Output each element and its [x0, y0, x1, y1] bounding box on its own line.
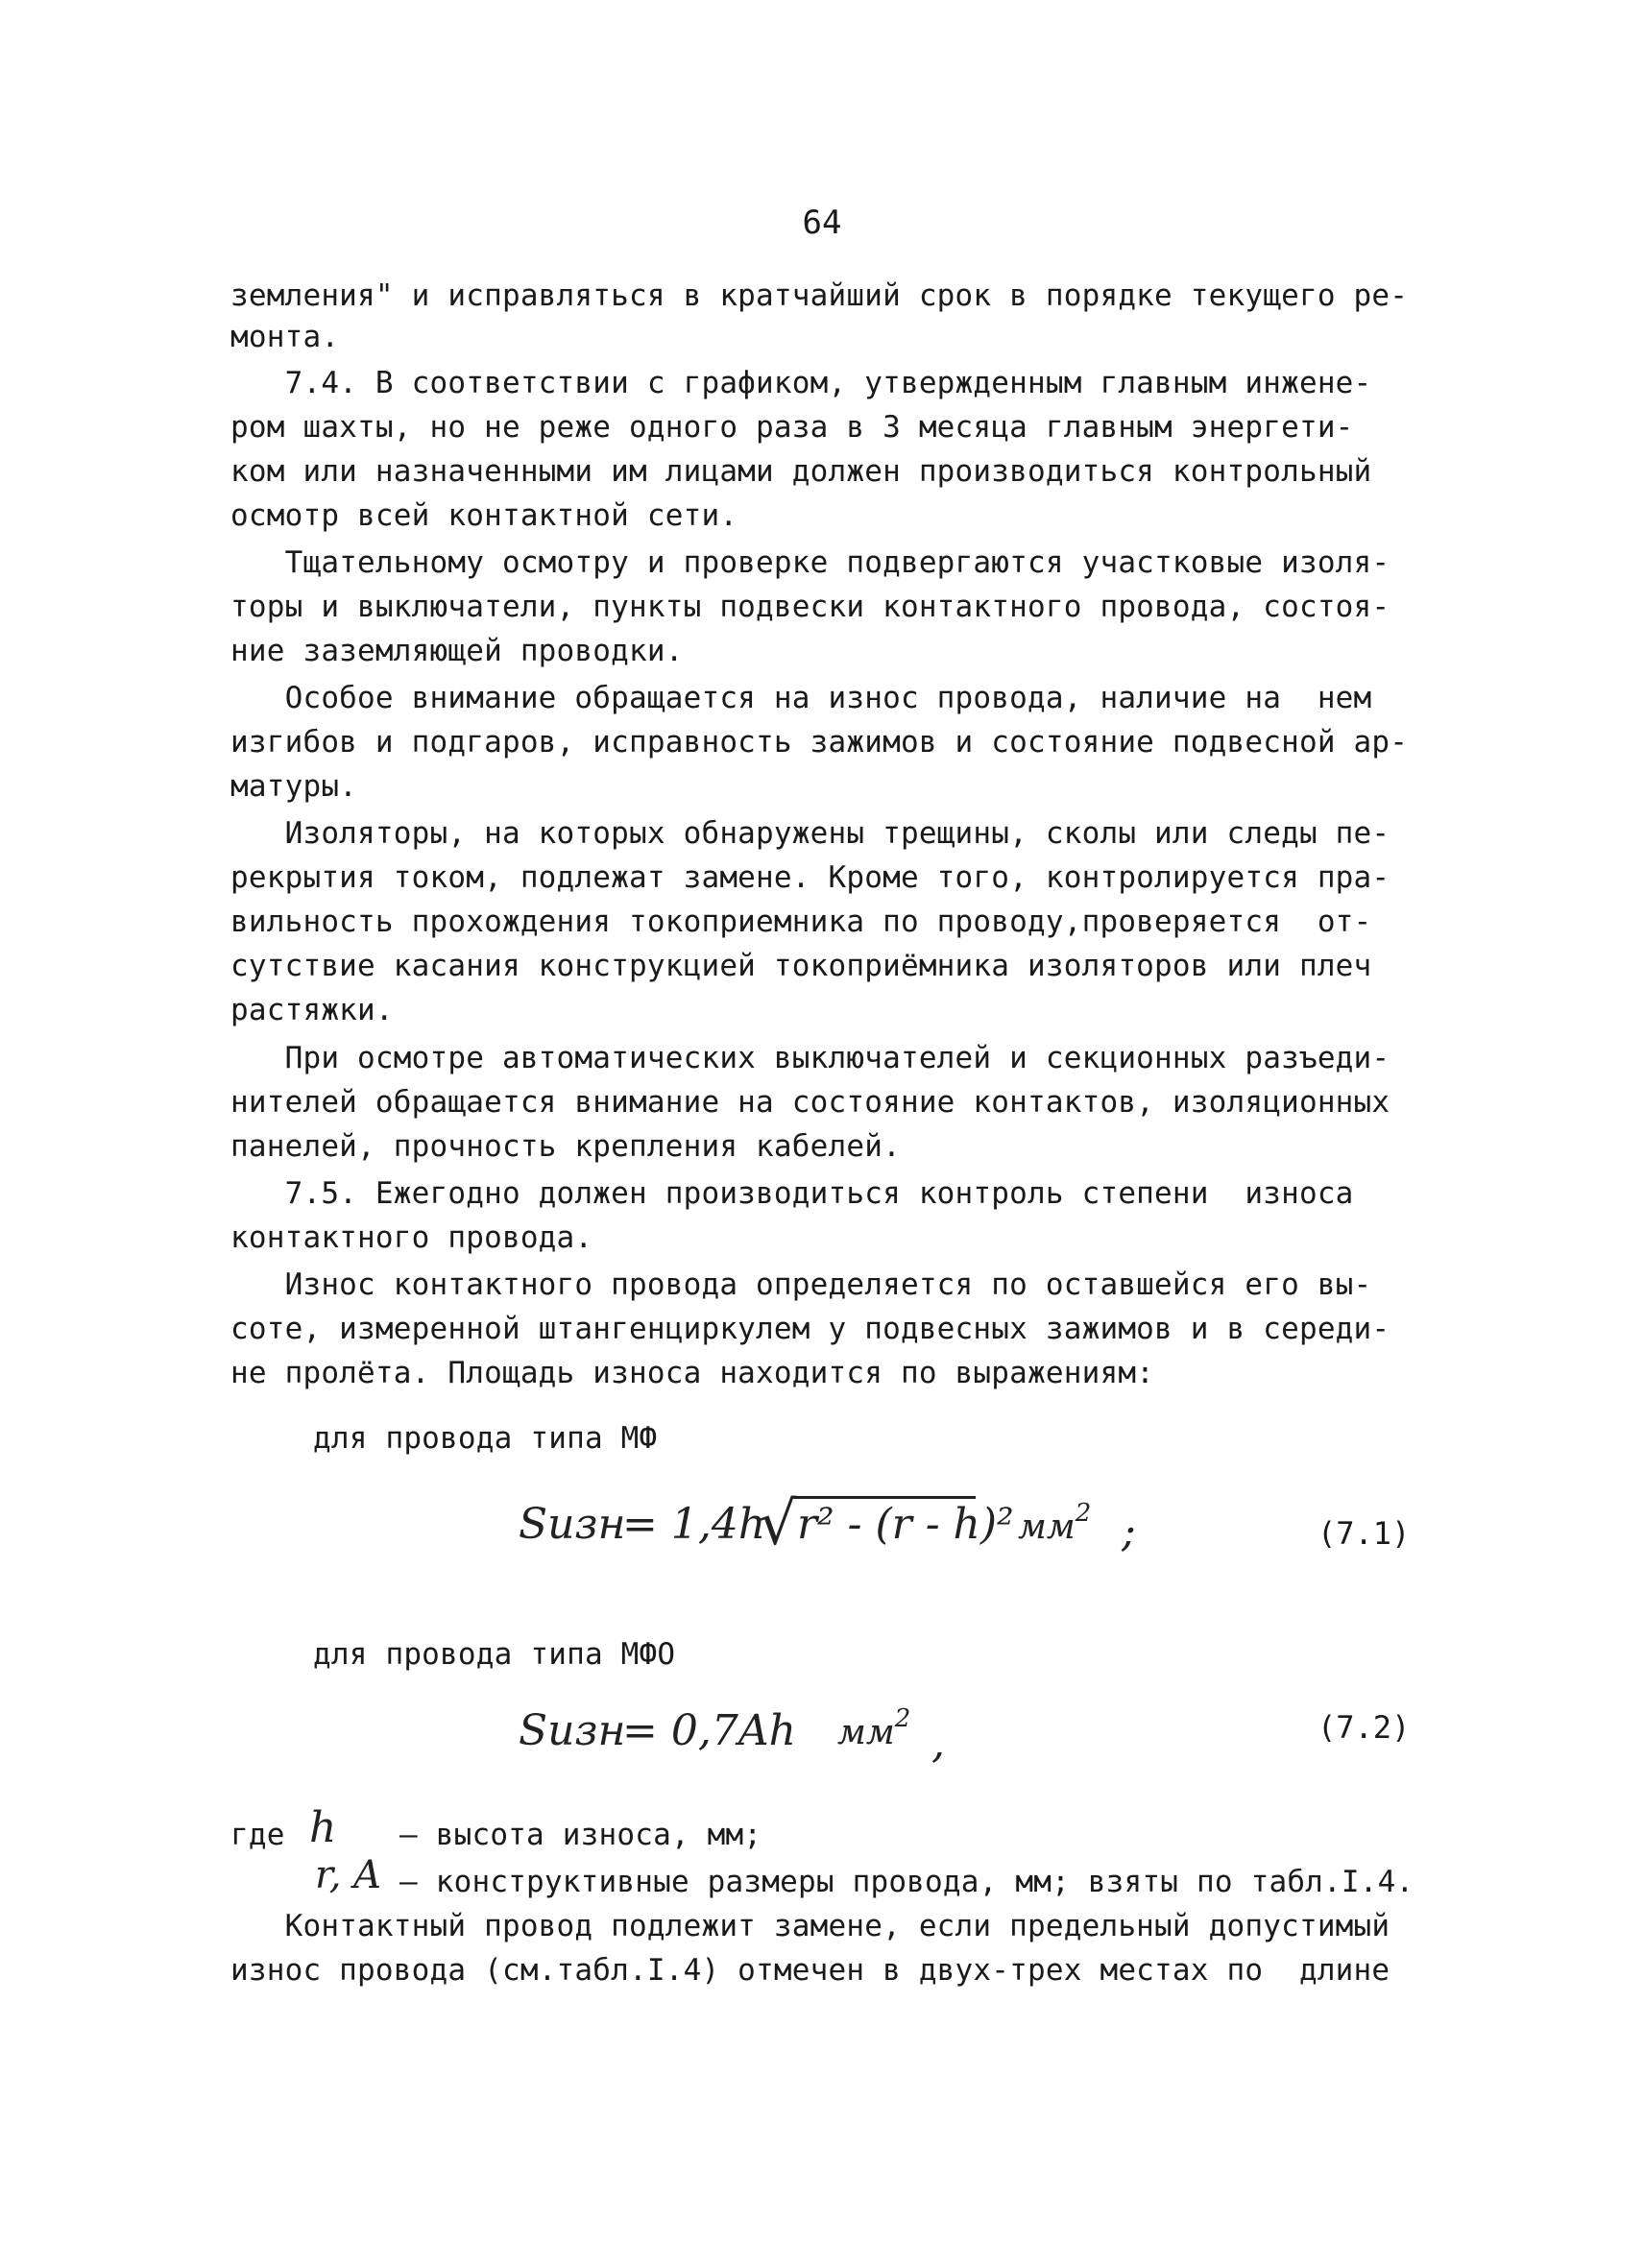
formula-lhs: Sизн [519, 1500, 626, 1549]
sqrt-vinculum [793, 1496, 976, 1499]
formula-caption-mfo: для провода типа МФО [313, 1637, 676, 1672]
text-line: рекрытия током, подлежат замене. Кроме того, контролируется пра- [230, 860, 1390, 895]
text-line: соте, измеренной штангенциркулем у подвесных зажимов и в середи- [230, 1312, 1390, 1346]
formula-unit [1018, 1499, 1092, 1547]
formula-radicand: r² - (r - h)² [797, 1500, 1014, 1549]
where-word: где [230, 1818, 285, 1852]
where-symbol-ra: r, A [315, 1853, 382, 1897]
text-line: нителей обращается внимание на состояние контактов, изоляционных [230, 1085, 1390, 1120]
where-definition-ra: – конструктивные размеры провода, мм; взяты по табл.I.4. [399, 1865, 1414, 1899]
formula-punct: , [931, 1719, 945, 1768]
text-line: изгибов и подгаров, исправность зажимов и состояние подвесной ар- [230, 725, 1409, 760]
text-line: монта. [230, 320, 340, 354]
formula-rhs: = 0,7Ah [622, 1706, 796, 1755]
text-line: 7.4. В соответствии с графиком, утвержденным главным инжене- [230, 366, 1372, 400]
formula-unit [837, 1704, 911, 1752]
unit-exponent: 2 [894, 1704, 911, 1733]
text-line: сутствие касания конструкцией токоприёмника изоляторов или плеч [230, 949, 1372, 983]
text-line: растяжки. [230, 993, 394, 1027]
text-line: вильность прохождения токоприемника по проводу,проверяется от- [230, 905, 1372, 939]
formula-punct: ; [1122, 1508, 1136, 1556]
text-line: матуры. [230, 769, 358, 804]
text-line: При осмотре автоматических выключателей и секционных разъеди- [230, 1041, 1390, 1075]
text-line: торы и выключатели, пункты подвески контактного провода, состоя- [230, 590, 1390, 624]
text-line: панелей, прочность крепления кабелей. [230, 1129, 901, 1164]
text-line: Особое внимание обращается на износ провода, наличие на нем [230, 681, 1372, 715]
equation-number: (7.2) [1318, 1709, 1411, 1746]
unit-exponent: 2 [1075, 1499, 1092, 1528]
unit-base: мм [837, 1713, 895, 1752]
text-line: контактного провода. [230, 1220, 593, 1255]
text-line: Изоляторы, на которых обнаружены трещины, сколы или следы пе- [230, 816, 1390, 851]
text-line: не пролёта. Площадь износа находится по выражениям: [230, 1356, 1155, 1390]
formula-caption-mf: для провода типа МФ [313, 1421, 658, 1456]
where-symbol-h: h [309, 1803, 337, 1852]
text-line: земления" и исправляться в кратчайший срок в порядке текущего ре- [230, 278, 1409, 313]
text-line: осмотр всей контактной сети. [230, 498, 738, 533]
unit-base: мм [1018, 1508, 1076, 1547]
page-number: 64 [802, 204, 842, 242]
text-line: 7.5. Ежегодно должен производиться контроль степени износа [230, 1176, 1354, 1211]
text-line: износ провода (см.табл.I.4) отмечен в двух-трех местах по длине [230, 1953, 1390, 1988]
text-line: ком или назначенными им лицами должен производиться контрольный [230, 454, 1372, 489]
text-line: ние заземляющей проводки. [230, 634, 684, 668]
text-line: ром шахты, но не реже одного раза в 3 месяца главным энергети- [230, 410, 1354, 445]
where-definition-h: – высота износа, мм; [399, 1818, 762, 1852]
text-line: Контактный провод подлежит замене, если предельный допустимый [230, 1909, 1390, 1943]
sqrt-icon: √ [759, 1488, 797, 1558]
text-line: Износ контактного провода определяется по оставшейся его вы- [230, 1267, 1372, 1302]
equation-number: (7.1) [1318, 1515, 1411, 1552]
text-line: Тщательному осмотру и проверке подвергаются участковые изоля- [230, 545, 1390, 580]
formula-coef: = 1,4h [622, 1500, 766, 1549]
formula-lhs: Sизн [519, 1706, 626, 1755]
